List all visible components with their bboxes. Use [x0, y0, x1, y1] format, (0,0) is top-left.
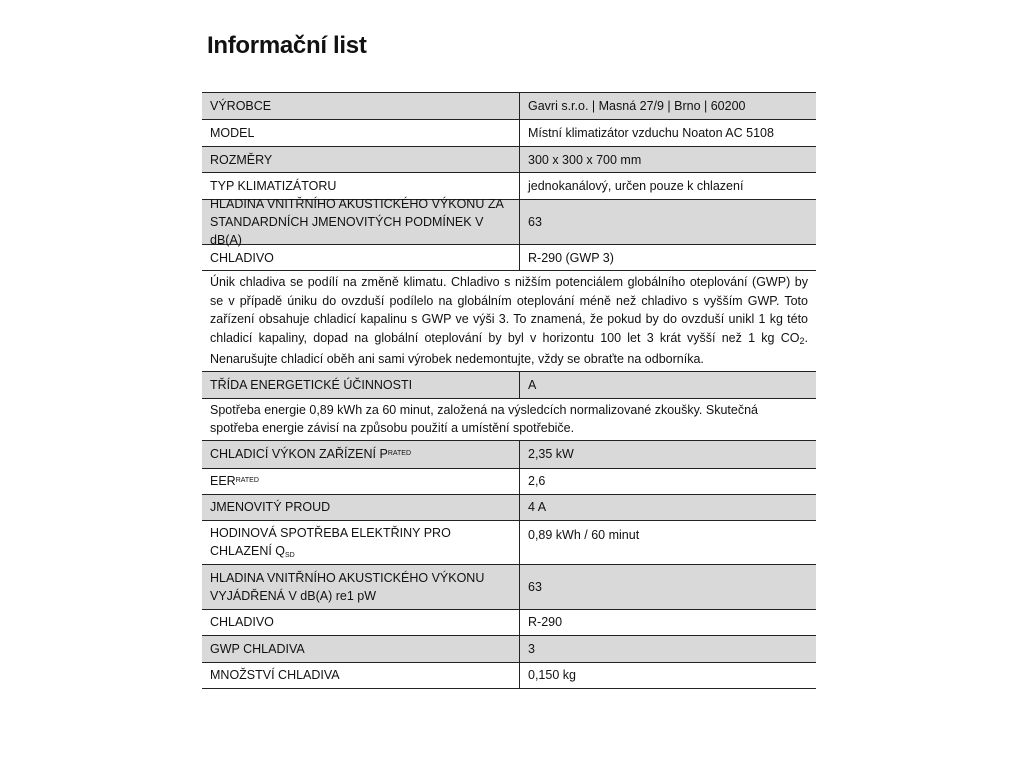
row-label	[202, 372, 520, 398]
row-label	[202, 663, 520, 688]
row-label-text: TŘÍDA ENERGETICKÉ ÚČINNOSTI	[210, 377, 413, 392]
row-label	[202, 469, 520, 494]
row-label-text: HODINOVÁ SPOTŘEBA ELEKTŘINY PRO CHLAZENÍ Q	[210, 525, 451, 558]
row-value	[520, 200, 816, 244]
table-row	[202, 197, 816, 247]
row-value-text: jednokanálový, určen pouze k chlazení	[528, 179, 744, 193]
row-value	[520, 147, 816, 172]
row-value	[520, 372, 816, 398]
row-label	[202, 147, 520, 172]
row-value-text: 2,6	[528, 474, 546, 488]
row-label	[202, 245, 520, 270]
row-value-text: 2,35 kW	[528, 447, 574, 461]
row-value-text: 0,150 kg	[528, 668, 576, 682]
row-value	[520, 610, 816, 635]
row-value	[520, 521, 816, 564]
note-text: Spotřeba energie 0,89 kWh za 60 minut, založená na výsledcích normalizované zkoušky. Skutečná spotřeba energie závisí na způsobu použití a umístění spotřebiče.	[210, 402, 758, 435]
row-label-text: CHLADIVO	[210, 615, 274, 629]
row-label-text: GWP CHLADIVA	[210, 641, 305, 656]
row-label-text: VÝROBCE	[210, 99, 272, 113]
row-value	[520, 120, 816, 146]
row-label-text: ROZMĚRY	[210, 152, 273, 167]
row-value	[520, 441, 816, 468]
note-paragraph	[202, 399, 816, 441]
table-row	[202, 245, 816, 271]
row-label-subscript: SD	[285, 551, 295, 559]
table-row	[202, 663, 816, 689]
row-value-text: 63	[528, 215, 542, 229]
page-title: Informační list	[207, 32, 367, 59]
table-row	[202, 147, 816, 173]
row-value-text: R-290	[528, 615, 563, 629]
note-subscript: 2	[799, 335, 805, 346]
row-value-text: 3	[528, 641, 535, 656]
table-row	[202, 521, 816, 565]
row-value-text: Místní klimatizátor vzduchu Noaton AC 5108	[528, 126, 774, 140]
row-label	[202, 197, 520, 247]
row-value	[520, 469, 816, 494]
note-paragraph	[202, 271, 816, 372]
row-label-text: TYP KLIMATIZÁTORU	[210, 179, 337, 193]
table-row	[202, 120, 816, 147]
row-value	[520, 245, 816, 270]
row-value-text: 63	[528, 579, 542, 594]
table-row	[202, 610, 816, 636]
row-label-text: HLADINA VNITŘNÍHO AKUSTICKÉHO VÝKONU VYJÁDŘENÁ V dB(A) re1 pW	[210, 570, 485, 603]
row-label-text: CHLADICÍ VÝKON ZAŘÍZENÍ P	[210, 447, 388, 461]
row-label-text: MNOŽSTVÍ CHLADIVA	[210, 668, 340, 682]
note-text: Únik chladiva se podílí na změně klimatu. Chladivo s nižším potenciálem globálního oteplování (GWP) by se v případě úniku do ovzduší podílelo na globálním oteplování méně než chladivo s vyšším GWP. Toto zařízení obsahuje chladicí kapalinu s GWP ve výši 3. To znamená, že pokud by do ovzduší unikl 1 kg této chladicí kapaliny, dopad na globální oteplování by byl v horizontu 100 let 3 krát vyšší než 1 kg CO	[210, 275, 808, 345]
row-label-text: MODEL	[210, 126, 255, 140]
table-row	[202, 441, 816, 469]
row-value-text: R-290 (GWP 3)	[528, 250, 614, 265]
row-label	[202, 636, 520, 662]
row-label	[202, 521, 520, 564]
row-value	[520, 636, 816, 662]
row-value	[520, 93, 816, 119]
row-label	[202, 120, 520, 146]
row-value	[520, 173, 816, 199]
row-value	[520, 565, 816, 609]
row-label	[202, 93, 520, 119]
row-label	[202, 610, 520, 635]
table-row	[202, 495, 816, 521]
row-value	[520, 663, 816, 688]
row-value-text: Gavri s.r.o. | Masná 27/9 | Brno | 60200	[528, 99, 746, 113]
row-value-text: A	[528, 377, 537, 392]
row-label	[202, 565, 520, 609]
row-label-subscript: RATED	[387, 450, 412, 457]
row-label	[202, 441, 520, 468]
row-value-text: 0,89 kWh / 60 minut	[528, 527, 640, 542]
row-label-text: CHLADIVO	[210, 250, 274, 265]
row-value-text: 300 x 300 x 700 mm	[528, 152, 642, 167]
table-row	[202, 469, 816, 495]
table-row	[202, 93, 816, 120]
row-label-text: HLADINA VNITŘNÍHO AKUSTICKÉHO VÝKONU ZA STANDARDNÍCH JMENOVITÝCH PODMÍNEK V dB(A)	[210, 197, 504, 247]
row-label-text: EER	[210, 474, 236, 488]
row-label	[202, 495, 520, 520]
row-label-subscript: RATED	[235, 477, 259, 484]
table-row	[202, 636, 816, 663]
table-row	[202, 372, 816, 399]
table-row	[202, 565, 816, 610]
row-value	[520, 495, 816, 520]
info-sheet-table	[202, 92, 816, 689]
row-label-text: JMENOVITÝ PROUD	[210, 500, 331, 514]
row-value-text: 4 A	[528, 500, 547, 514]
note-text-after: . Nenarušujte chladicí oběh ani sami výrobek nedemontujte, vždy se obraťte na odborníka.	[210, 330, 808, 366]
